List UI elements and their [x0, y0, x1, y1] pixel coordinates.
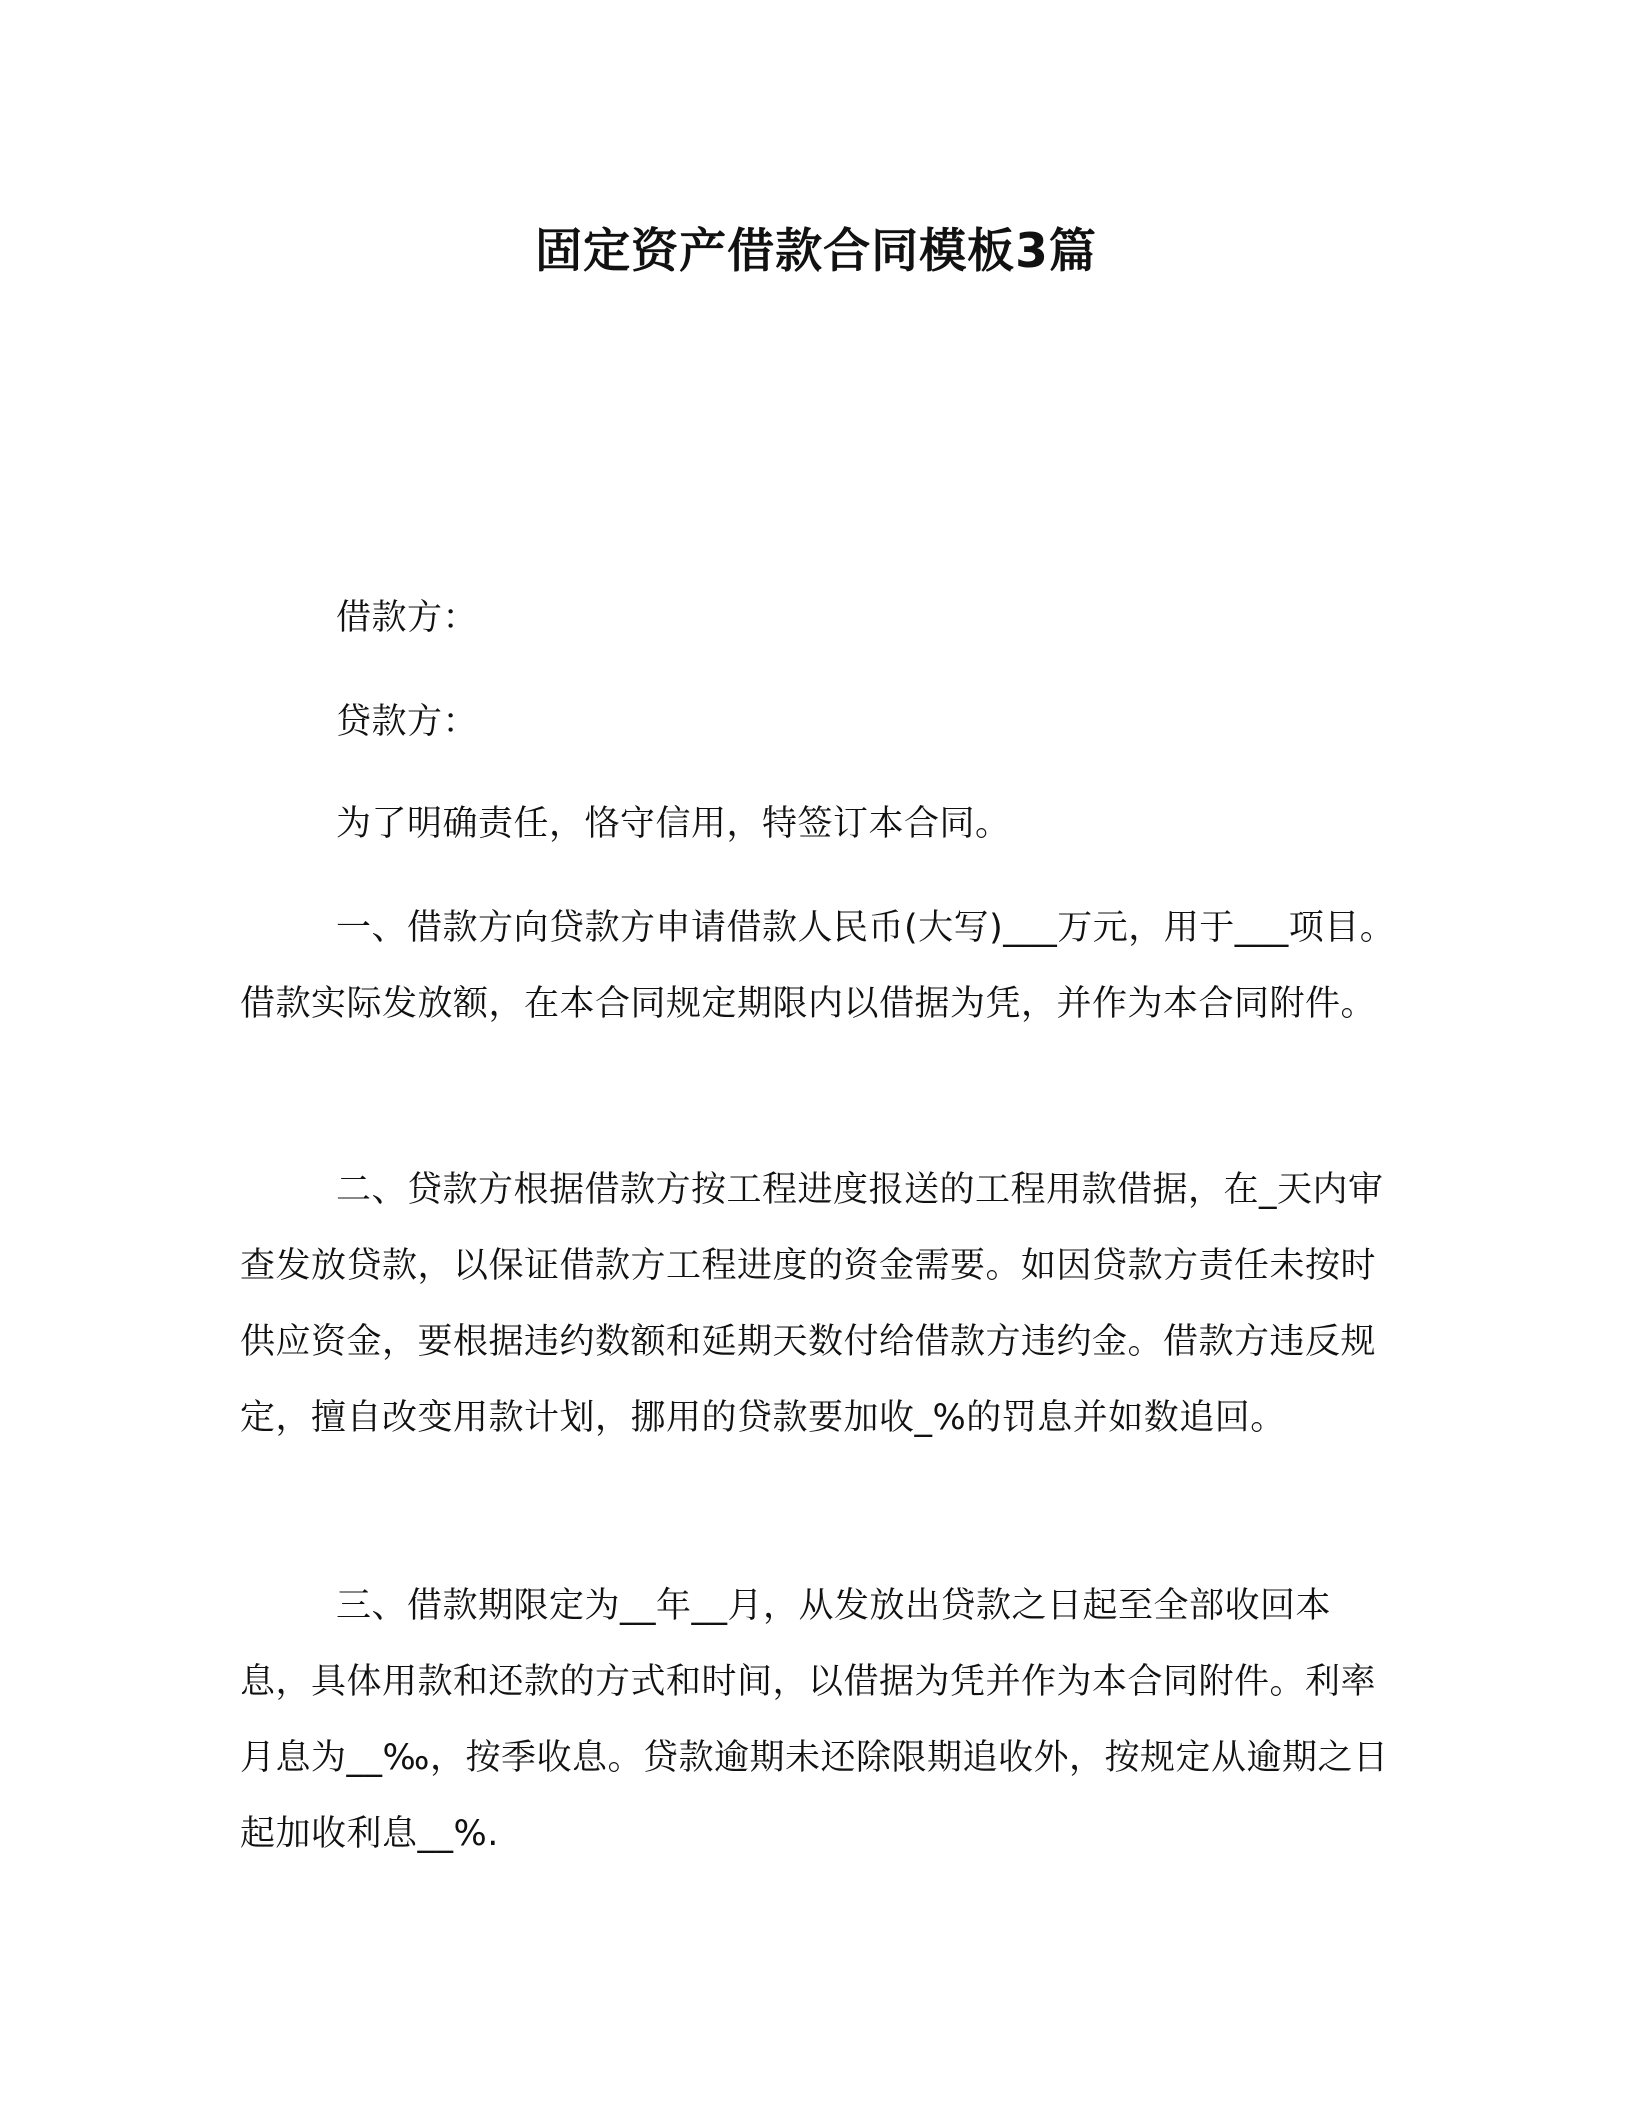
borrower-line: 借款方：	[336, 598, 479, 638]
document-title: 固定资产借款合同模板3篇	[535, 224, 1097, 279]
clause-3-paragraph: 三、借款期限定为__年__月，从发放出贷款之日起至全部收回本息，具体用款和还款的方式和时间，以借据为凭并作为本合同附件。利率月息为__‰，按季收息。贷款逾期未还除限期追收外，按规定从逾期之日起加收利息__%.	[240, 1586, 1389, 1854]
clause-2-paragraph: 二、贷款方根据借款方按工程进度报送的工程用款借据，在_天内审查发放贷款，以保证借款方工程进度的资金需要。如因贷款方责任未按时供应资金，要根据违约数额和延期天数付给借款方违约金。借款方违反规定，擅自改变用款计划，挪用的贷款要加收_%的罚息并如数追回。	[240, 1170, 1384, 1438]
clause-1-paragraph: 一、借款方向贷款方申请借款人民币(大写)___万元，用于___项目。借款实际发放额，在本合同规定期限内以借据为凭，并作为本合同附件。	[240, 908, 1396, 1024]
lender-line: 贷款方：	[336, 702, 479, 742]
preamble-paragraph: 为了明确责任，恪守信用，特签订本合同。	[336, 804, 1011, 844]
